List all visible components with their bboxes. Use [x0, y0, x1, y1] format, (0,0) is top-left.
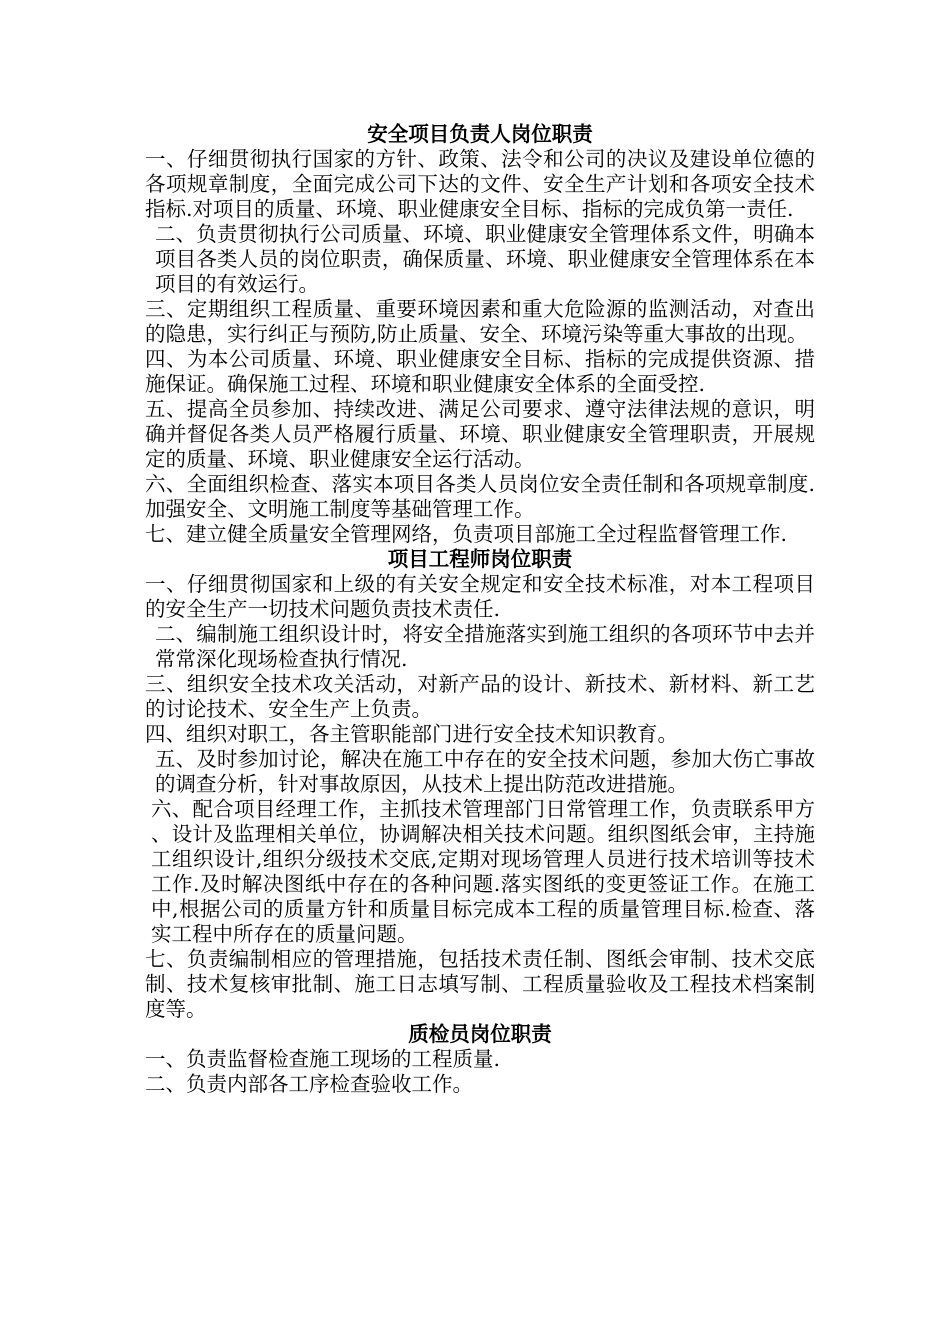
duty-item: 五、及时参加讨论，解决在施工中存在的安全技术问题，参加大伤亡事故的调查分析，针对事故原因，从技术上提出防范改进措施。: [155, 747, 815, 796]
duty-item: 二、负责内部各工序检查验收工作。: [145, 1072, 473, 1096]
section-project-engineer: [145, 547, 815, 1022]
document-page: [145, 122, 815, 1097]
duty-item: 一、负责监督检查施工现场的工程质量.: [145, 1047, 501, 1071]
duty-item: 七、负责编制相应的管理措施，包括技术责任制、图纸会审制、技术交底制、技术复核审批制、施工日志填写制、工程质量验收及工程技术档案制度等。: [145, 947, 815, 1021]
duty-item: 七、建立健全质量安全管理网络，负责项目部施工全过程监督管理工作.: [145, 522, 788, 546]
duty-item: 三、组织安全技术攻关活动，对新产品的设计、新技术、新材料、新工艺的讨论技术、安全生产上负责。: [145, 672, 815, 721]
duty-item: 六、配合项目经理工作，主抓技术管理部门日常管理工作，负责联系甲方、设计及监理相关单位，协调解决相关技术问题。组织图纸会审，主持施工组织设计,组织分级技术交底,定期对现场管理人员进行技术培训等技术工作.及时解决图纸中存在的各种问题.落实图纸的变更签证工作。在施工中,根据公司的质量方针和质量目标完成本工程的质量管理目标.检查、落实工程中所存在的质量问题。: [151, 797, 815, 946]
duty-item: 四、组织对职工，各主管职能部门进行安全技术知识教育。: [145, 722, 678, 746]
duty-item: 三、定期组织工程质量、重要环境因素和重大危险源的监测活动，对查出的隐患，实行纠正与预防,防止质量、安全、环境污染等重大事故的出现。: [145, 297, 815, 346]
duty-item: 四、为本公司质量、环境、职业健康安全目标、指标的完成提供资源、措施保证。确保施工过程、环境和职业健康安全体系的全面受控.: [145, 347, 815, 396]
duty-item: 二、编制施工组织设计时，将安全措施落实到施工组织的各项环节中去并常常深化现场检查执行情况.: [155, 622, 815, 671]
duty-item: 一、仔细贯彻国家和上级的有关安全规定和安全技术标准，对本工程项目的安全生产一切技术问题负责技术责任.: [145, 572, 815, 621]
duty-item: 一、仔细贯彻执行国家的方针、政策、法令和公司的决议及建设单位德的各项规章制度，全面完成公司下达的文件、安全生产计划和各项安全技术指标.对项目的质量、环境、职业健康安全目标、指标的完成负第一责任.: [145, 147, 815, 221]
section-title: 质检员岗位职责: [408, 1022, 552, 1046]
section-safety-project-leader: [145, 122, 815, 547]
duty-item: 六、全面组织检查、落实本项目各类人员岗位安全责任制和各项规章制度.加强安全、文明施工制度等基础管理工作。: [145, 472, 815, 521]
section-title: 安全项目负责人岗位职责: [367, 122, 593, 146]
duty-item: 二、负责贯彻执行公司质量、环境、职业健康安全管理体系文件，明确本项目各类人员的岗位职责，确保质量、环境、职业健康安全管理体系在本项目的有效运行。: [155, 222, 815, 296]
section-title: 项目工程师岗位职责: [387, 547, 573, 571]
duty-item: 五、提高全员参加、持续改进、满足公司要求、遵守法律法规的意识，明确并督促各类人员严格履行质量、环境、职业健康安全管理职责，开展规定的质量、环境、职业健康安全运行活动。: [145, 397, 815, 471]
section-quality-inspector: [145, 1022, 815, 1097]
